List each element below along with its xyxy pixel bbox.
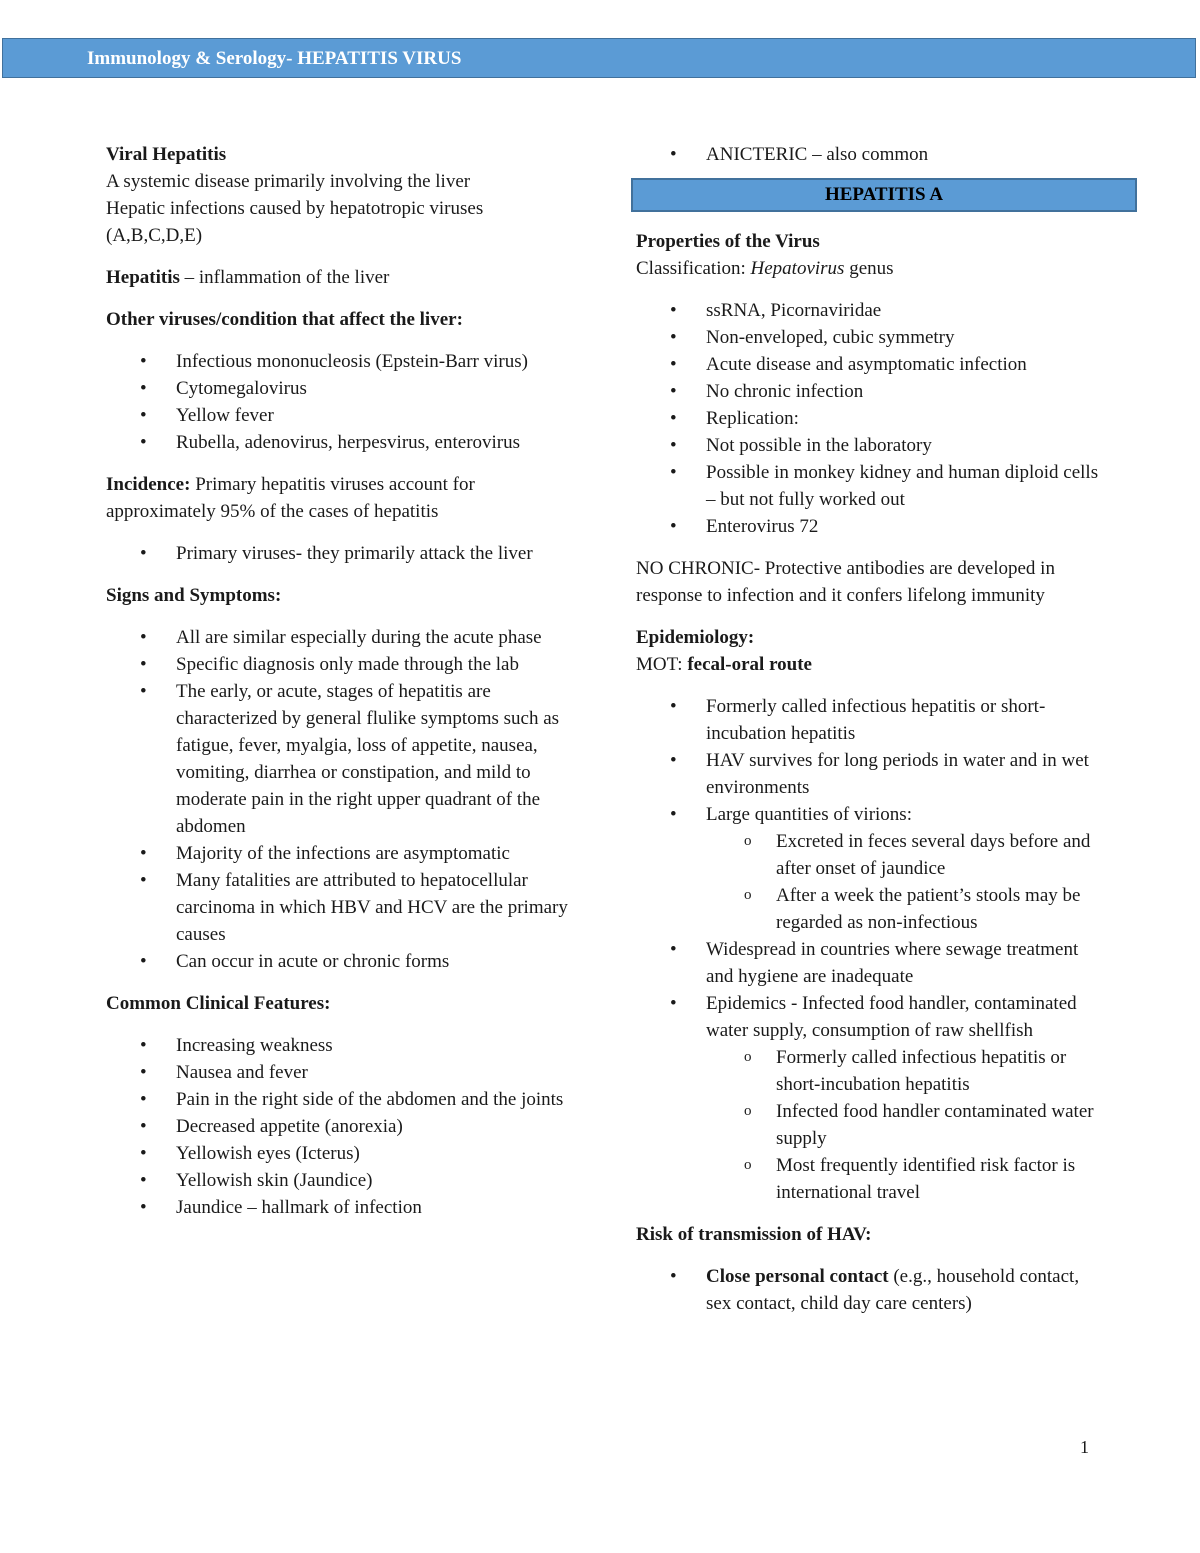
left-column: [106, 141, 576, 1236]
mot-route: fecal-oral route: [687, 654, 812, 675]
section-bar-hepatitis-a: [631, 178, 1137, 212]
list-item: • Pain in the right side of the abdomen and the joints: [106, 1086, 576, 1113]
sub-list-item: o Excreted in feces several days before and after onset of jaundice: [706, 828, 1106, 882]
clinical-list: [106, 1032, 576, 1221]
document-header: [2, 38, 1196, 78]
list-item: • No chronic infection: [636, 378, 1106, 405]
sub-list-item: o Infected food handler contaminated water supply: [706, 1098, 1106, 1152]
list-item: • Yellowish eyes (Icterus): [106, 1140, 576, 1167]
list-item: • Decreased appetite (anorexia): [106, 1113, 576, 1140]
risk-rest: (e.g., household contact, sex contact, child day care centers): [706, 1266, 1080, 1314]
hepatitis-definition: [106, 264, 576, 291]
incidence-list: [106, 540, 576, 567]
classification-genus: Hepatovirus: [750, 258, 845, 279]
epidemics-sublist: [706, 1044, 1106, 1206]
list-item: • HAV survives for long periods in water and in wet environments: [636, 747, 1106, 801]
risk-bold: Close personal contact: [706, 1266, 889, 1287]
list-item: • Can occur in acute or chronic forms: [106, 948, 576, 975]
classification-prefix: Classification:: [636, 258, 751, 279]
clinical-heading: Common Clinical Features:: [106, 993, 331, 1014]
epidemiology-list: [636, 693, 1106, 1206]
no-chronic-paragraph: NO CHRONIC- Protective antibodies are developed in response to infection and it confers lifelong immunity: [636, 558, 1055, 606]
other-viruses-list: [106, 348, 576, 456]
list-item: • Infectious mononucleosis (Epstein-Barr virus): [106, 348, 576, 375]
viral-line-2: Hepatic infections caused by hepatotropic viruses (A,B,C,D,E): [106, 198, 484, 246]
list-item: • The early, or acute, stages of hepatitis are characterized by general flulike symptoms such as fatigue, fever, myalgia, loss of appetite, nausea, vomiting, diarrhea or constipation, and mild to moderate pain in the right upper quadrant of the abdomen: [106, 678, 576, 840]
list-item: • Yellowish skin (Jaundice): [106, 1167, 576, 1194]
list-item-text: Large quantities of virions:: [706, 804, 912, 825]
sub-list-item: o Formerly called infectious hepatitis or short-incubation hepatitis: [706, 1044, 1106, 1098]
virions-sublist: [706, 828, 1106, 936]
right-column: [636, 141, 1106, 1332]
epidemiology-heading: Epidemiology:: [636, 627, 755, 648]
signs-heading: Signs and Symptoms:: [106, 585, 282, 606]
list-item: • Primary viruses- they primarily attack the liver: [106, 540, 576, 567]
list-item: • Formerly called infectious hepatitis or short-incubation hepatitis: [636, 693, 1106, 747]
properties-block: [636, 228, 1106, 282]
hepatitis-def: – inflammation of the liver: [179, 267, 390, 288]
properties-list: [636, 297, 1106, 540]
anicteric-list: [636, 141, 1106, 168]
list-item: • Enterovirus 72: [636, 513, 1106, 540]
viral-line-1: A systemic disease primarily involving the liver: [106, 171, 471, 192]
header-title: Immunology & Serology- HEPATITIS VIRUS: [87, 48, 462, 69]
list-item: • Majority of the infections are asymptomatic: [106, 840, 576, 867]
risk-heading: Risk of transmission of HAV:: [636, 1224, 872, 1245]
risk-list: [636, 1263, 1106, 1317]
list-item: [636, 1263, 1106, 1317]
classification-suffix: genus: [844, 258, 894, 279]
epidemiology-block: [636, 624, 1106, 678]
section-title: HEPATITIS A: [824, 184, 944, 205]
list-item: • ssRNA, Picornaviridae: [636, 297, 1106, 324]
incidence-text: Primary hepatitis viruses account for approximately 95% of the cases of hepatitis: [106, 474, 475, 522]
sub-list-item: o Most frequently identified risk factor is international travel: [706, 1152, 1106, 1206]
list-item: • Not possible in the laboratory: [636, 432, 1106, 459]
list-item: • Many fatalities are attributed to hepatocellular carcinoma in which HBV and HCV are the primary causes: [106, 867, 576, 948]
list-item: [636, 990, 1106, 1206]
viral-hepatitis-title: Viral Hepatitis: [106, 144, 227, 165]
list-item: • Cytomegalovirus: [106, 375, 576, 402]
list-item: • Non-enveloped, cubic symmetry: [636, 324, 1106, 351]
signs-list: [106, 624, 576, 975]
viral-hepatitis-block: [106, 141, 576, 249]
incidence-paragraph: [106, 471, 576, 525]
other-viruses-heading: Other viruses/condition that affect the liver:: [106, 309, 463, 330]
list-item: • Rubella, adenovirus, herpesvirus, enterovirus: [106, 429, 576, 456]
properties-heading: Properties of the Virus: [636, 231, 820, 252]
sub-list-item: o After a week the patient’s stools may be regarded as non-infectious: [706, 882, 1106, 936]
list-item: • Increasing weakness: [106, 1032, 576, 1059]
hepatitis-term: Hepatitis: [106, 267, 180, 288]
list-item: • Yellow fever: [106, 402, 576, 429]
mot-prefix: MOT:: [636, 654, 688, 675]
page-number: 1: [1080, 1437, 1089, 1457]
list-item: • Nausea and fever: [106, 1059, 576, 1086]
list-item: • Replication:: [636, 405, 1106, 432]
list-item: [636, 801, 1106, 936]
list-item-text: Epidemics - Infected food handler, contaminated water supply, consumption of raw shellfish: [706, 993, 1077, 1041]
list-item: • Specific diagnosis only made through the lab: [106, 651, 576, 678]
list-item: • Widespread in countries where sewage treatment and hygiene are inadequate: [636, 936, 1106, 990]
list-item: • Acute disease and asymptomatic infection: [636, 351, 1106, 378]
incidence-term: Incidence:: [106, 474, 191, 495]
list-item: • ANICTERIC – also common: [636, 141, 1106, 168]
list-item: • All are similar especially during the acute phase: [106, 624, 576, 651]
list-item: • Jaundice – hallmark of infection: [106, 1194, 576, 1221]
list-item: • Possible in monkey kidney and human diploid cells – but not fully worked out: [636, 459, 1106, 513]
